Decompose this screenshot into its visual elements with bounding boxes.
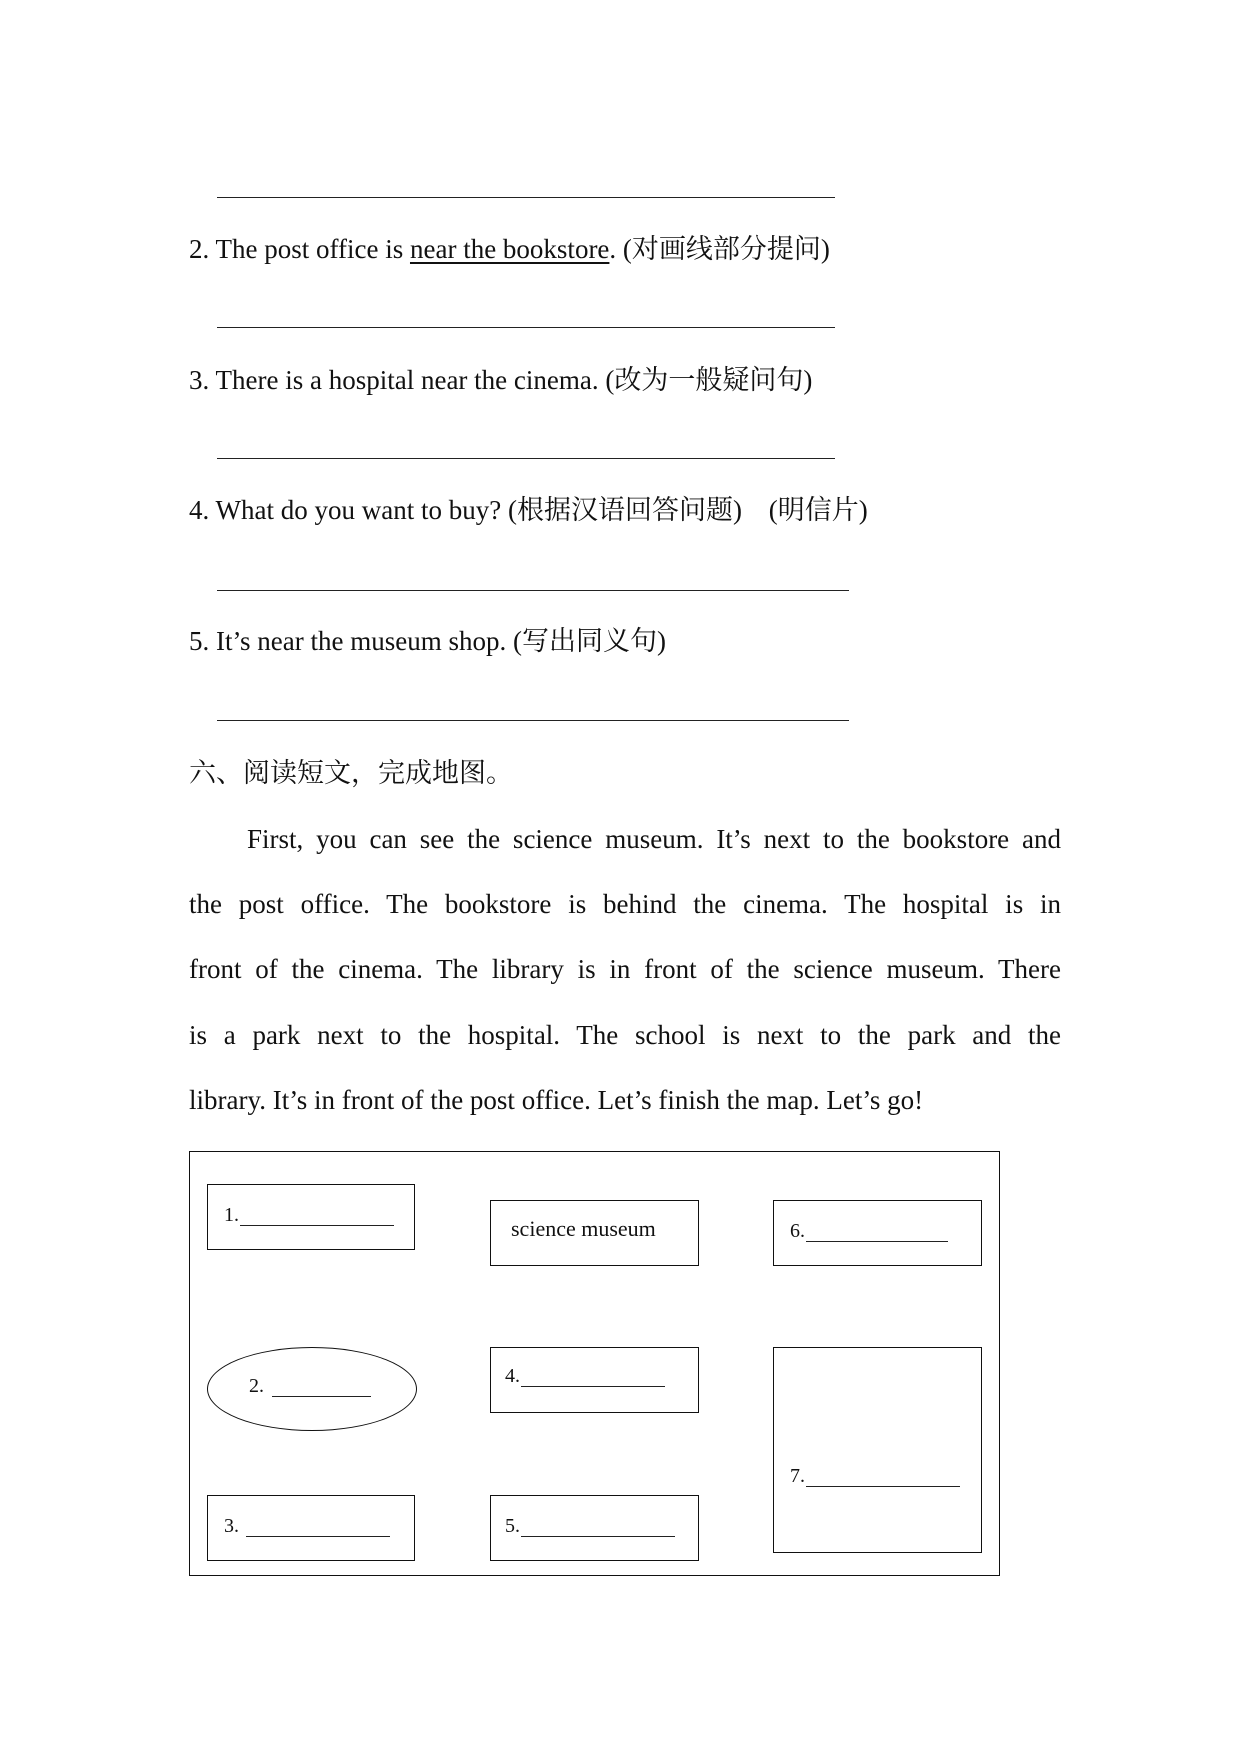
answer-line-4[interactable] [217,590,849,591]
map-blank-6[interactable] [806,1241,948,1242]
underlined-phrase: near the bookstore [409,234,610,264]
map-blank-1[interactable] [240,1225,394,1226]
question-text: The post office is [215,234,410,264]
question-number: 3. [189,365,210,395]
question-5 [189,628,666,655]
question-text-end: . [609,234,617,264]
question-hint: (明信片) [768,495,868,525]
question-3 [189,367,812,394]
question-instruction: (写出同义句) [512,626,666,656]
map-label-science-museum: science museum [511,1216,656,1241]
map-frame [189,1151,1000,1576]
question-number: 5. [189,626,210,656]
answer-line-5[interactable] [217,720,849,721]
map-label-3: 3. [224,1515,239,1537]
question-2 [189,236,830,263]
question-number: 4. [189,495,210,525]
map-box-science-museum [490,1200,699,1266]
map-label-7: 7. [790,1465,805,1487]
map-box-7[interactable] [773,1347,982,1553]
map-blank-3[interactable] [246,1536,390,1537]
map-label-1: 1. [224,1204,239,1226]
map-label-4: 4. [505,1365,520,1387]
map-blank-4[interactable] [521,1386,665,1387]
question-text: There is a hospital near the cinema. [215,365,599,395]
section-heading: 六、阅读短文，完成地图。 [189,758,513,788]
map-blank-7[interactable] [806,1486,960,1487]
passage-line-2: the post office. The bookstore is behind the cinema. The hospital is in [189,889,1061,919]
question-4 [189,497,868,524]
passage-line-3: front of the cinema. The library is in front of the science museum. There [189,954,1061,984]
question-instruction: (根据汉语回答问题) [507,495,742,525]
question-text: It’s near the museum shop. [216,626,507,656]
map-box-6[interactable] [773,1200,982,1266]
map-oval-2[interactable] [207,1347,417,1431]
answer-line-3[interactable] [217,458,835,459]
map-box-4[interactable] [490,1347,699,1413]
passage-line-5: library. It’s in front of the post office. Let’s finish the map. Let’s go! [189,1085,924,1115]
answer-line-2[interactable] [217,327,835,328]
map-label-2: 2. [249,1375,264,1397]
passage-line-1: First, you can see the science museum. It’s next to the bookstore and [247,824,1061,854]
question-instruction: (改为一般疑问句) [605,365,813,395]
map-label-5: 5. [505,1515,520,1537]
map-box-5[interactable] [490,1495,699,1561]
map-label-6: 6. [790,1220,805,1242]
map-blank-5[interactable] [521,1536,675,1537]
answer-line-1[interactable] [217,197,835,198]
map-box-1[interactable] [207,1184,415,1250]
question-instruction: (对画线部分提问) [622,234,830,264]
passage-line-4: is a park next to the hospital. The school is next to the park and the [189,1020,1061,1050]
map-box-3[interactable] [207,1495,415,1561]
question-number: 2. [189,234,210,264]
map-blank-2[interactable] [272,1396,371,1397]
question-text: What do you want to buy? [215,495,502,525]
